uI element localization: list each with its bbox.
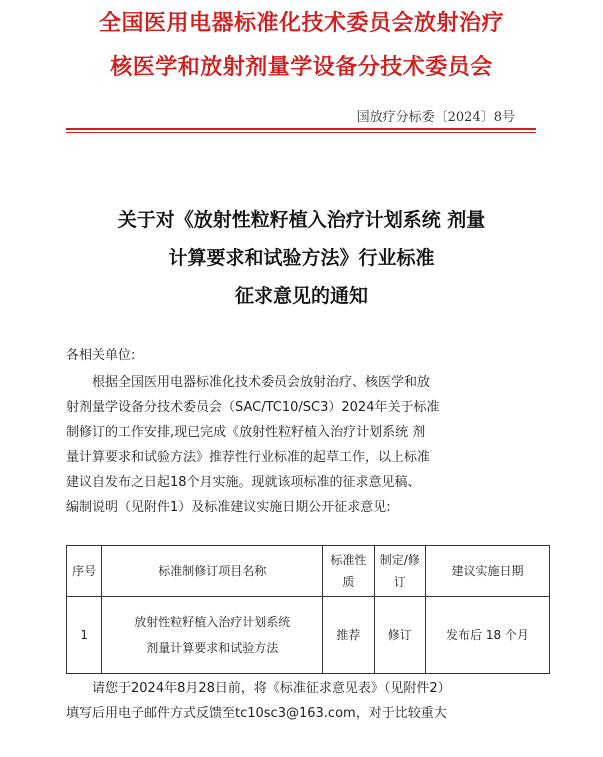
paragraph-1-line: 制修订的工作安排,现已完成《放射性粒籽植入治疗计划系统 剂 [66, 425, 426, 440]
table-row [67, 597, 550, 674]
cell-type: 修订 [374, 597, 425, 674]
header-name: 标准制修订项目名称 [102, 546, 323, 597]
cell-name-line-1: 放射性粒籽植入治疗计划系统 [134, 615, 291, 629]
title-line-1: 关于对《放射性粒籽植入治疗计划系统 剂量 [117, 209, 486, 231]
header-nature: 标准性质 [323, 546, 374, 597]
cell-name [102, 597, 323, 674]
document-number: 国放疗分标委〔2024〕8号 [356, 110, 515, 125]
paragraph-2-line: 请您于2024年8月28日前，将《标准征求意见表》（见附件2） [92, 681, 451, 696]
paragraph-1 [66, 370, 542, 520]
cell-name-line-2: 剂量计算要求和试验方法 [146, 641, 279, 655]
paragraph-1-line: 量计算要求和试验方法》推荐性行业标准的起草工作，以上标准 [66, 450, 431, 465]
table-header-row [67, 546, 550, 597]
header-type: 制定/修订 [374, 546, 425, 597]
salutation: 各相关单位: [66, 348, 136, 363]
red-divider-thin [66, 132, 536, 133]
paragraph-2-line: 填写后用电子邮件方式反馈至tc10sc3@163.com，对于比较重大 [66, 706, 447, 721]
cell-nature: 推荐 [323, 597, 374, 674]
header-line-1: 全国医用电器标准化技术委员会放射治疗 [98, 10, 504, 36]
red-divider-thick [66, 128, 536, 130]
paragraph-1-line: 根据全国医用电器标准化技术委员会放射治疗、核医学和放 [92, 375, 431, 390]
standards-table [66, 545, 550, 674]
header-date: 建议实施日期 [425, 546, 549, 597]
title-line-3: 征求意见的通知 [234, 285, 368, 307]
cell-date: 发布后 18 个月 [425, 597, 549, 674]
paragraph-1-line: 射剂量学设备分技术委员会（SAC/TC10/SC3）2024年关于标准 [66, 400, 440, 415]
cell-no: 1 [67, 597, 102, 674]
title-line-2: 计算要求和试验方法》行业标准 [168, 247, 435, 269]
paragraph-1-line: 编制说明（见附件1）及标准建议实施日期公开征求意见: [66, 500, 391, 515]
paragraph-1-line: 建议自发布之日起18个月实施。现就该项标准的征求意见稿、 [66, 475, 421, 490]
header-no: 序号 [67, 546, 102, 597]
paragraph-2 [66, 676, 542, 726]
header-line-2: 核医学和放射剂量学设备分技术委员会 [110, 54, 493, 80]
